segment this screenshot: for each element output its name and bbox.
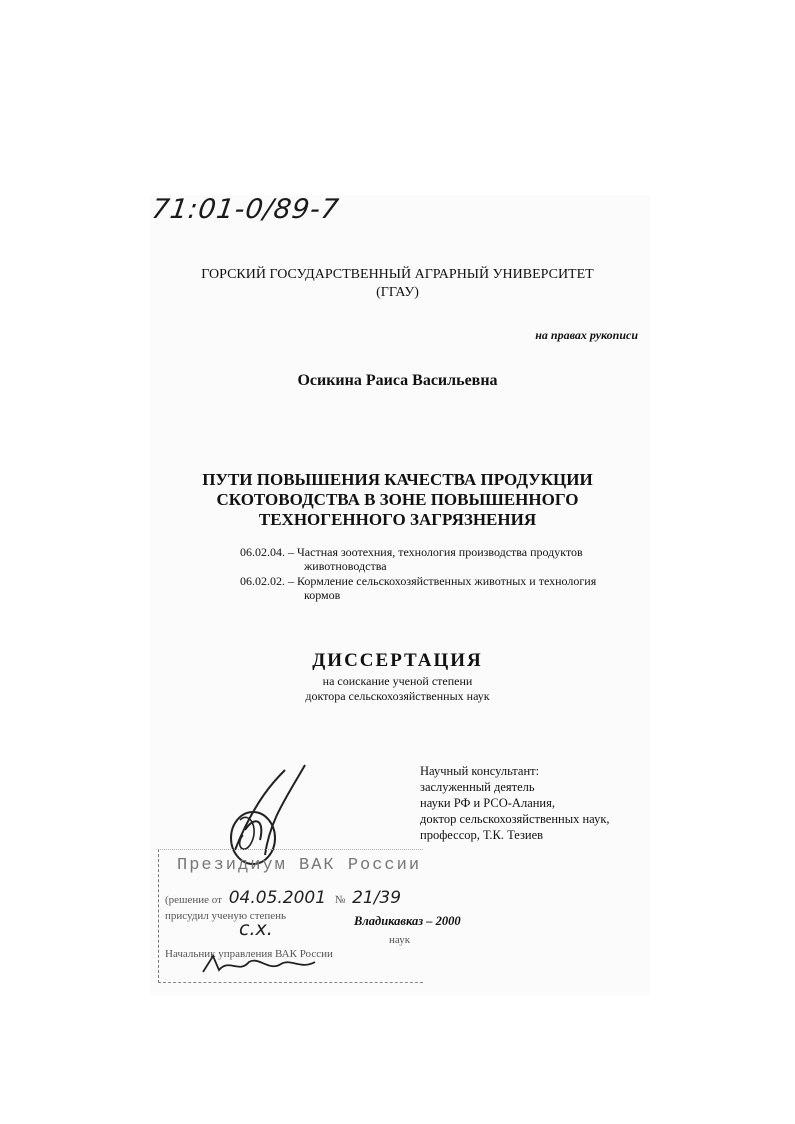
stamp-decision-line <box>165 888 401 908</box>
consultant-line: доктор сельскохозяйственных наук, <box>420 812 610 826</box>
stamp-awarded-label: присудил ученую степень <box>165 910 287 922</box>
handwritten-catalog-code: 71:01-0/89-7 <box>149 194 342 225</box>
rights-note: на правах рукописи <box>535 328 638 342</box>
degree-line: на соискание ученой степени <box>322 674 473 688</box>
specialty-line: кормов <box>304 588 341 602</box>
specialty-item <box>240 545 650 573</box>
specialty-item <box>240 574 650 602</box>
stamp-decision-no: 21/39 <box>352 888 402 908</box>
consultant-line: науки РФ и РСО-Алания, <box>420 796 555 810</box>
stamp-degree-handwritten: с.х. <box>239 918 273 940</box>
consultant-line: профессор, Т.К. Тезиев <box>420 828 544 842</box>
university-abbr: (ГГАУ) <box>376 285 419 300</box>
consultant-block <box>420 763 610 843</box>
city-year: Владикавказ – 2000 <box>354 914 461 928</box>
specialty-line: животноводства <box>304 559 387 573</box>
document-type: ДИССЕРТАЦИЯ <box>312 650 483 671</box>
university-name: ГОРСКИЙ ГОСУДАРСТВЕННЫЙ АГРАРНЫЙ УНИВЕРСИТЕТ <box>201 267 594 282</box>
stamp-title: Президиум ВАК России <box>177 856 422 875</box>
consultant-line: заслуженный деятель <box>420 780 535 794</box>
degree-line: доктора сельскохозяйственных наук <box>305 689 490 703</box>
stamp-decision-label: (решение от <box>165 894 222 906</box>
title-line: ТЕХНОГЕННОГО ЗАГРЯЗНЕНИЯ <box>258 510 537 529</box>
dissertation-title <box>0 470 795 530</box>
university-block <box>0 266 795 302</box>
degree-block <box>0 674 795 704</box>
stamp-decision-date: 04.05.2001 <box>228 888 327 908</box>
specialty-line: 06.02.04. – Частная зоотехния, технология производства продуктов <box>240 545 583 559</box>
specialty-line: 06.02.02. – Кормление сельскохозяйственных животных и технология <box>240 574 597 588</box>
stamp-decision-no-label: № <box>334 894 346 906</box>
specialties-list <box>240 545 650 603</box>
title-line: СКОТОВОДСТВА В ЗОНЕ ПОВЫШЕННОГО <box>216 490 579 509</box>
stamp-signature-icon <box>199 952 319 976</box>
author-name: Осикина Раиса Васильевна <box>297 372 498 389</box>
stamp-head-label: Начальник управления ВАК России <box>165 948 333 960</box>
title-line: ПУТИ ПОВЫШЕНИЯ КАЧЕСТВА ПРОДУКЦИИ <box>202 470 593 489</box>
consultant-line: Научный консультант: <box>420 764 540 778</box>
stamp-nauk: наук <box>389 934 411 946</box>
